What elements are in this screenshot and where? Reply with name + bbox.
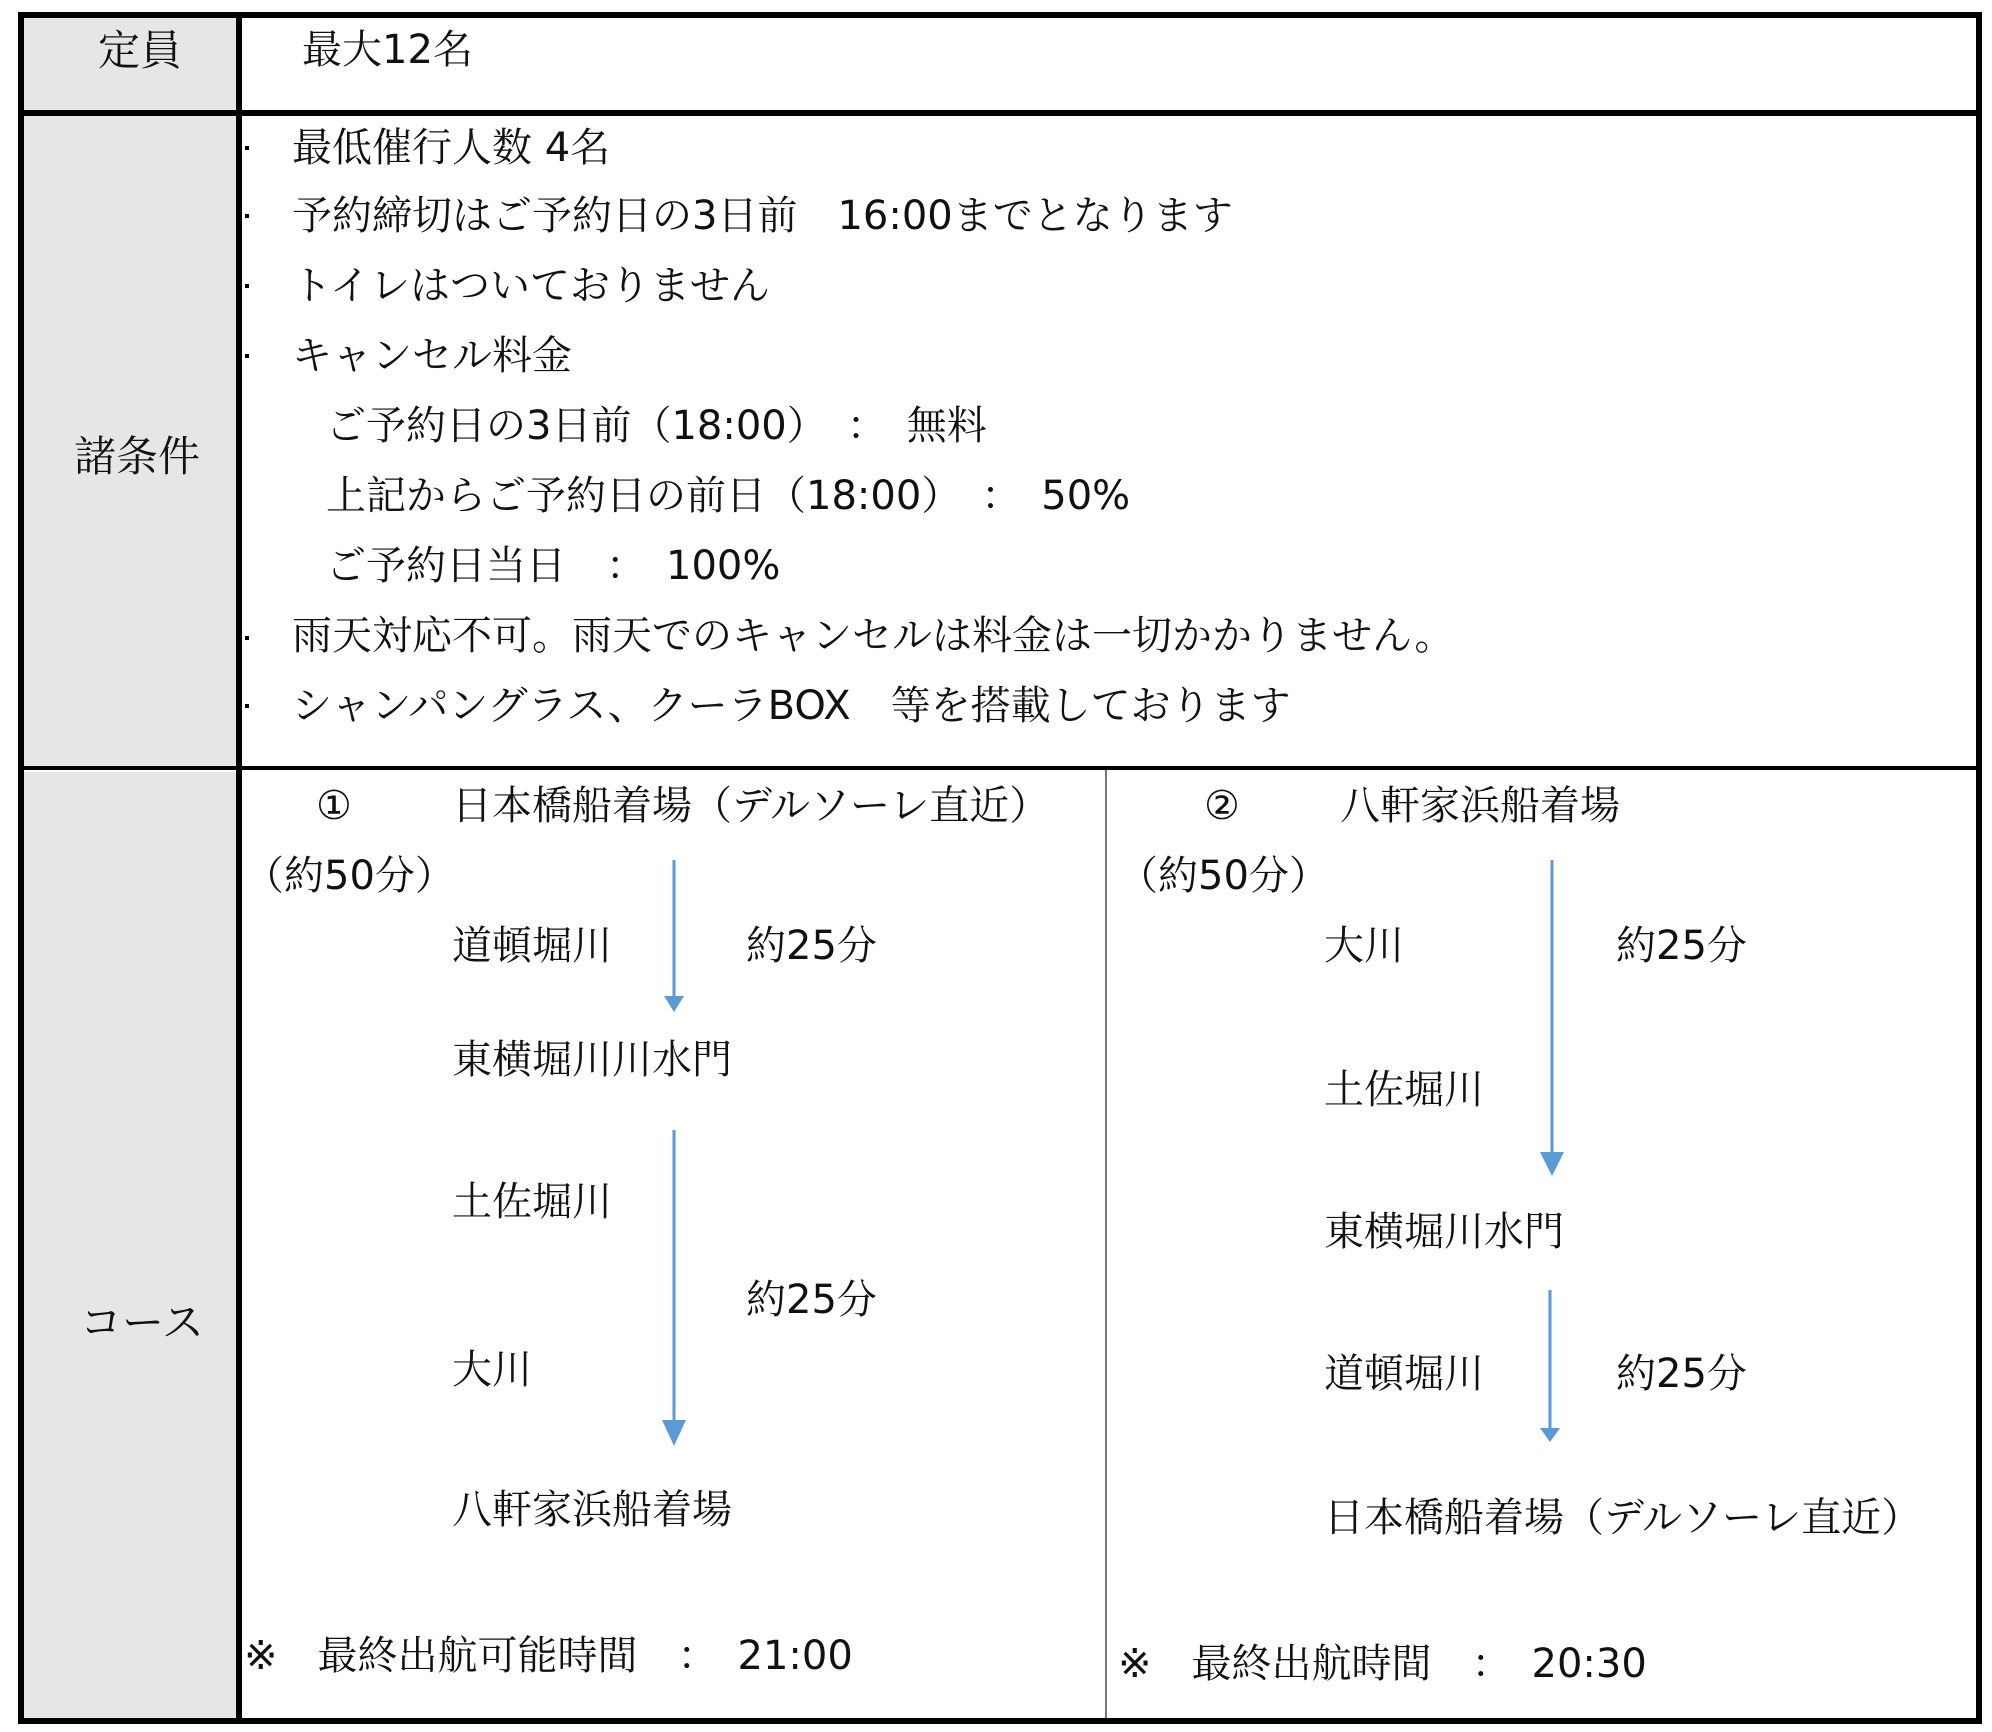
route2-duration: （約50分） [1118, 853, 1329, 899]
cancel-fee-3days: ご予約日の3日前（18:00） ： 無料 [326, 403, 987, 449]
route1-duration: （約50分） [244, 853, 455, 899]
route1-number: ① [316, 783, 352, 829]
condition-deadline: 予約締切はご予約日の3日前 16:00までとなります [292, 193, 1233, 239]
route2-number: ② [1204, 783, 1240, 829]
capacity-value: 最大12名 [302, 27, 473, 73]
route1-time-2: 約25分 [746, 1277, 877, 1323]
route2-final-departure: ※ 最終出航時間 ： 20:30 [1118, 1641, 1647, 1687]
route1-start: 日本橋船着場（デルソーレ直近） [452, 783, 1050, 829]
condition-min-people: 最低催行人数 4名 [292, 125, 611, 171]
route1-time-1: 約25分 [746, 923, 877, 969]
route2-time-1: 約25分 [1616, 923, 1747, 969]
route2-arrow-2 [1540, 1290, 1560, 1442]
condition-toilet: トイレはついておりません [292, 263, 770, 309]
route2-stop-3: 東横堀川水門 [1324, 1209, 1564, 1255]
capacity-label: 定員 [98, 26, 183, 75]
route1-arrow-1 [664, 860, 684, 1012]
route1-stop-1: 道頓堀川 [452, 923, 612, 969]
route1-final-departure: ※ 最終出航可能時間 ： 21:00 [244, 1633, 853, 1679]
route2-stop-4: 道頓堀川 [1324, 1351, 1484, 1397]
route1-stop-5: 八軒家浜船着場 [452, 1487, 732, 1533]
route2-stop-5: 日本橋船着場（デルソーレ直近） [1324, 1495, 1922, 1541]
route2-start: 八軒家浜船着場 [1340, 783, 1620, 829]
route2-arrow-1 [1540, 860, 1564, 1176]
conditions-label: 諸条件 [74, 432, 201, 481]
route2-stop-2: 土佐堀川 [1324, 1067, 1484, 1113]
cancel-fee-same-day: ご予約日当日 ： 100% [326, 543, 781, 589]
route1-stop-3: 土佐堀川 [452, 1179, 612, 1225]
route1-arrow-2 [662, 1130, 686, 1446]
route1-stop-2: 東横堀川川水門 [452, 1037, 732, 1083]
route1-stop-4: 大川 [452, 1347, 532, 1393]
route2-time-2: 約25分 [1616, 1351, 1747, 1397]
course-label: コース [80, 1298, 204, 1347]
condition-cancel-heading: キャンセル料金 [292, 333, 572, 379]
condition-equipment: シャンパングラス、クーラBOX 等を搭載しております [292, 683, 1291, 729]
route2-stop-1: 大川 [1324, 923, 1404, 969]
cancel-fee-previous-day: 上記からご予約日の前日（18:00） ： 50% [326, 473, 1131, 519]
condition-rain: 雨天対応不可。雨天でのキャンセルは料金は一切かかりません。 [292, 613, 1455, 659]
